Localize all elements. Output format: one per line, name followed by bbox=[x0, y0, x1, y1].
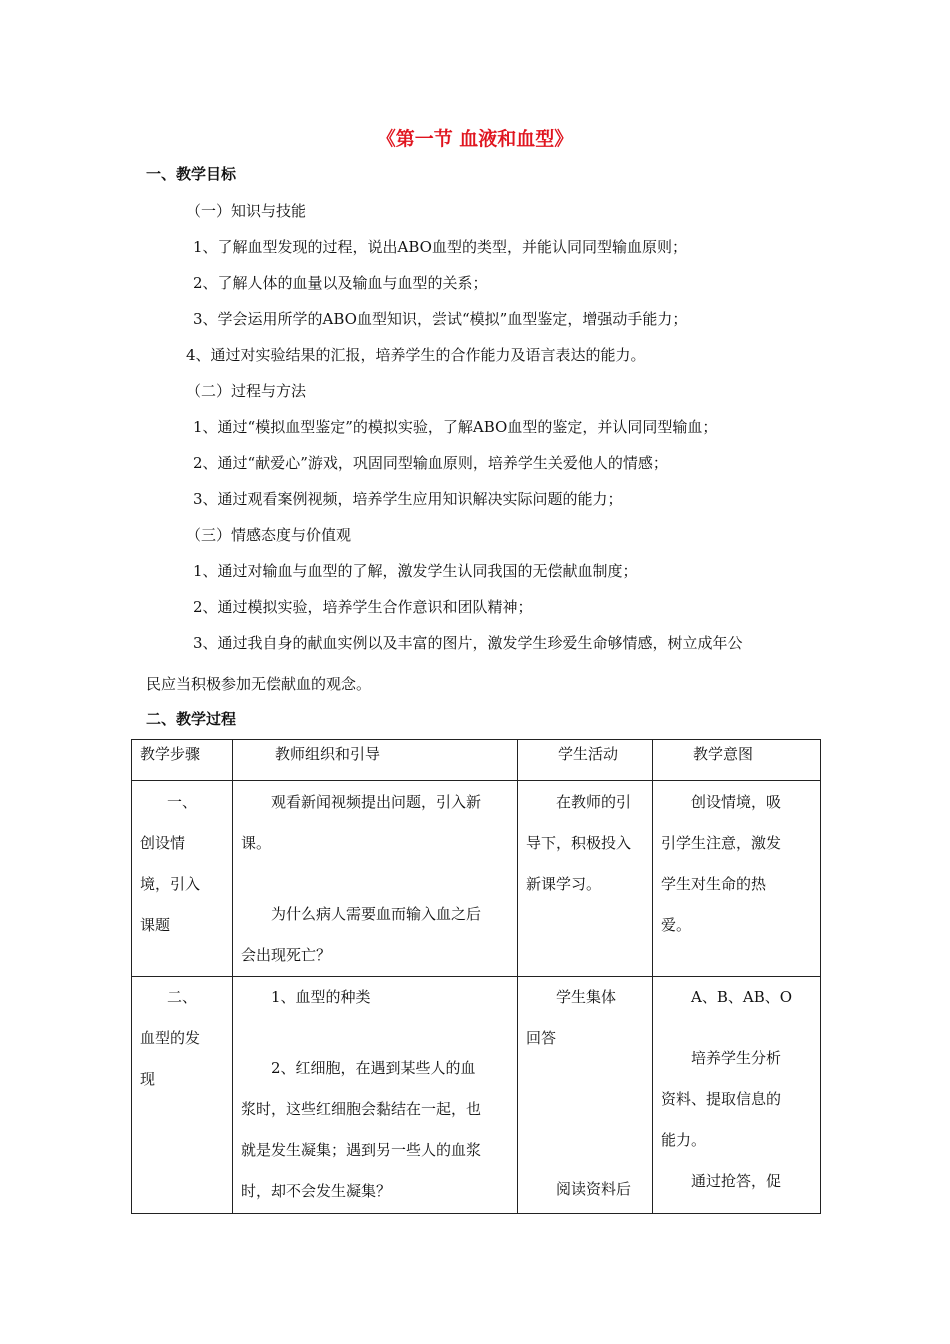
objective-item: 4、通过对实验结果的汇报，培养学生的合作能力及语言表达的能力。 bbox=[186, 346, 646, 364]
header-step: 教学步骤 bbox=[132, 740, 233, 781]
subheading-process-methods: （二）过程与方法 bbox=[186, 382, 307, 400]
cell-intent: 创设情境，吸 引学生注意，激发 学生对生命的热 爱。 bbox=[653, 781, 821, 977]
objective-item: 1、通过对输血与血型的了解，激发学生认同我国的无偿献血制度； bbox=[193, 562, 638, 580]
section-heading-objectives: 一、教学目标 bbox=[146, 165, 237, 183]
document-title: 《第一节 血液和血型》 bbox=[376, 128, 574, 150]
objective-item: 2、通过模拟实验，培养学生合作意识和团队精神； bbox=[193, 598, 533, 616]
objective-item: 2、了解人体的血量以及输血与血型的关系； bbox=[193, 274, 488, 292]
header-intent: 教学意图 bbox=[653, 740, 821, 781]
subheading-knowledge-skills: （一）知识与技能 bbox=[186, 202, 307, 220]
cell-step: 一、 创设情 境，引入 课题 bbox=[132, 781, 233, 977]
header-teacher: 教师组织和引导 bbox=[233, 740, 518, 781]
cell-student: 在教师的引 导下，积极投入 新课学习。 bbox=[518, 781, 653, 977]
objective-item: 3、通过我自身的献血实例以及丰富的图片，激发学生珍爱生命够情感，树立成年公 bbox=[193, 634, 743, 652]
objective-item: 2、通过“献爱心”游戏，巩固同型输血原则，培养学生关爱他人的情感； bbox=[193, 454, 668, 472]
objective-item-continued: 民应当积极参加无偿献血的观念。 bbox=[146, 675, 372, 693]
table-header-row bbox=[132, 740, 821, 781]
header-student: 学生活动 bbox=[518, 740, 653, 781]
table-row bbox=[132, 781, 821, 977]
objective-item: 3、学会运用所学的ABO血型知识，尝试“模拟”血型鉴定，增强动手能力； bbox=[193, 310, 688, 328]
cell-intent: A、B、AB、O 培养学生分析 资料、提取信息的 能力。 通过抢答，促 bbox=[653, 977, 821, 1214]
table-row bbox=[132, 977, 821, 1214]
cell-teacher: 1、血型的种类 2、红细胞，在遇到某些人的血 浆时，这些红细胞会黏结在一起，也 就是发生凝集；遇到另一些人的血浆 时，却不会发生凝集？ bbox=[233, 977, 518, 1214]
cell-teacher: 观看新闻视频提出问题，引入新 课。 为什么病人需要血而输入血之后 会出现死亡？ bbox=[233, 781, 518, 977]
objective-item: 1、通过“模拟血型鉴定”的模拟实验，了解ABO血型的鉴定，并认同同型输血； bbox=[193, 418, 718, 436]
section-heading-process: 二、教学过程 bbox=[146, 710, 237, 728]
objective-item: 1、了解血型发现的过程，说出ABO血型的类型，并能认同同型输血原则； bbox=[193, 238, 687, 256]
subheading-attitude-values: （三）情感态度与价值观 bbox=[186, 526, 352, 544]
objective-item: 3、通过观看案例视频，培养学生应用知识解决实际问题的能力； bbox=[193, 490, 623, 508]
teaching-process-table bbox=[131, 739, 821, 1214]
cell-step: 二、 血型的发 现 bbox=[132, 977, 233, 1214]
cell-student: 学生集体 回答 阅读资料后 bbox=[518, 977, 653, 1214]
